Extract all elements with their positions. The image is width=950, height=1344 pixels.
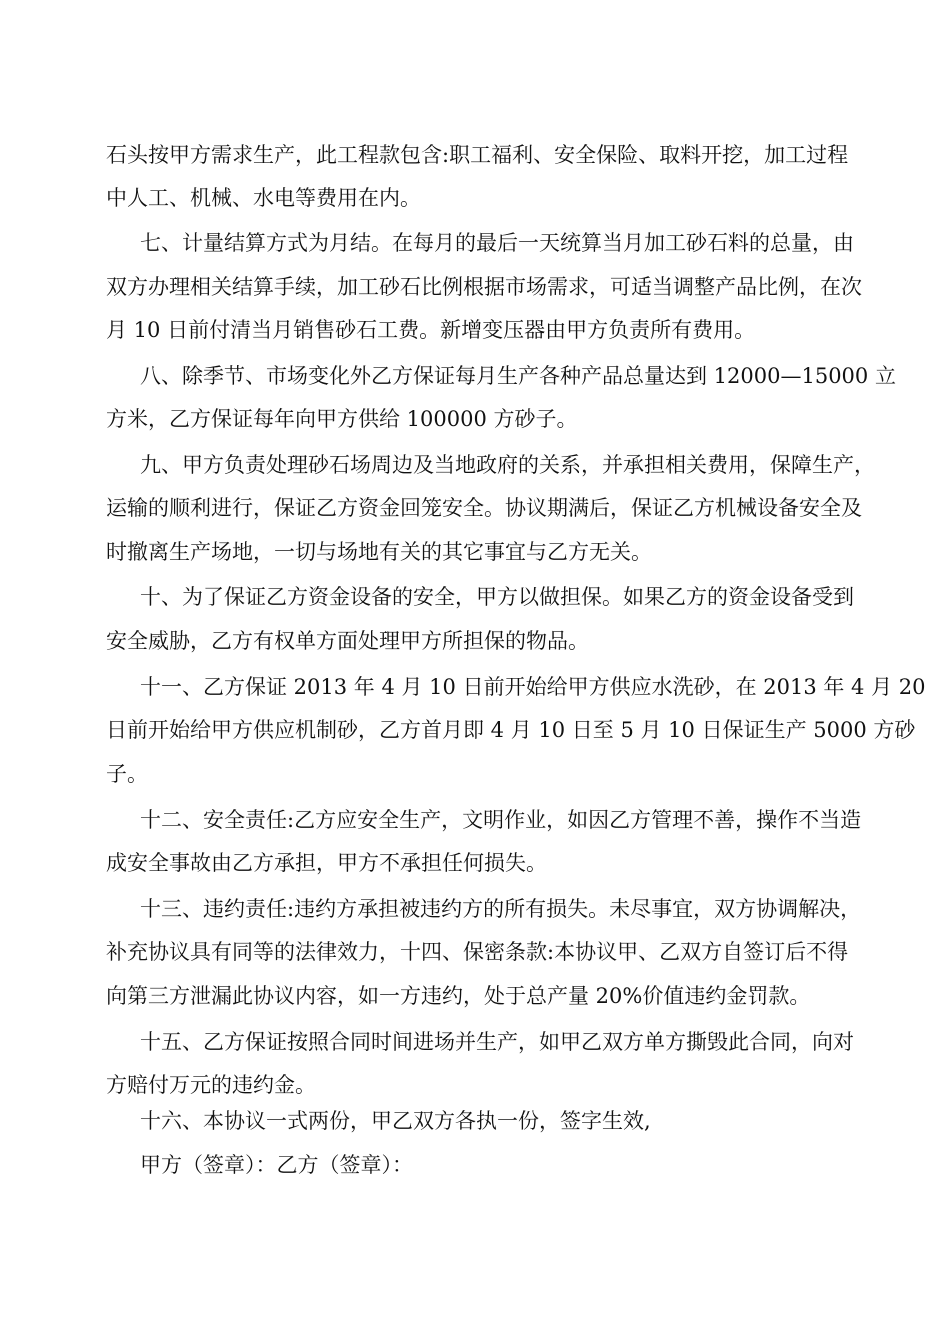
clause-11-line: 子。 xyxy=(106,762,148,786)
clause-10-line: 安全威胁，乙方有权单方面处理甲方所担保的物品。 xyxy=(106,629,589,653)
clause-13-line: 补充协议具有同等的法律效力，十四、保密条款:本协议甲、乙双方自签订后不得 xyxy=(106,940,849,964)
clause-7-line: 双方办理相关结算手续，加工砂石比例根据市场需求，可适当调整产品比例，在次 xyxy=(106,275,862,299)
clause-8-line: 方米，乙方保证每年向甲方供给 100000 方砂子。 xyxy=(106,407,578,431)
paragraph-line: 中人工、机械、水电等费用在内。 xyxy=(106,186,421,210)
clause-16-line: 十六、本协议一式两份，甲乙双方各执一份，签字生效, xyxy=(140,1109,651,1133)
clause-15-line: 方赔付万元的违约金。 xyxy=(106,1073,316,1097)
clause-11-line: 日前开始给甲方供应机制砂，乙方首月即 4 月 10 日至 5 月 10 日保证生产 5000 方砂 xyxy=(106,718,916,742)
clause-12-line: 十二、安全责任:乙方应安全生产，文明作业，如因乙方管理不善，操作不当造 xyxy=(140,808,862,832)
clause-9-line: 九、甲方负责处理砂石场周边及当地政府的关系，并承担相关费用，保障生产， xyxy=(140,453,875,477)
clause-9-line: 时撤离生产场地，一切与场地有关的其它事宜与乙方无关。 xyxy=(106,540,652,564)
clause-9-line: 运输的顺利进行，保证乙方资金回笼安全。协议期满后，保证乙方机械设备安全及 xyxy=(106,496,862,520)
clause-10-line: 十、为了保证乙方资金设备的安全，甲方以做担保。如果乙方的资金设备受到 xyxy=(140,585,854,609)
clause-13-line: 向第三方泄漏此协议内容，如一方违约，处于总产量 20%价值违约金罚款。 xyxy=(106,984,811,1008)
clause-8-line: 八、除季节、市场变化外乙方保证每月生产各种产品总量达到 12000—15000 立 xyxy=(140,364,896,388)
clause-7-line: 七、计量结算方式为月结。在每月的最后一天统算当月加工砂石料的总量，由 xyxy=(140,231,854,255)
clause-7-line: 月 10 日前付清当月销售砂石工费。新增变压器由甲方负责所有费用。 xyxy=(106,318,756,342)
paragraph-line: 石头按甲方需求生产，此工程款包含:职工福利、安全保险、取料开挖，加工过程 xyxy=(106,143,849,167)
clause-13-line: 十三、违约责任:违约方承担被违约方的所有损失。未尽事宜，双方协调解决， xyxy=(140,897,862,921)
clause-12-line: 成安全事故由乙方承担，甲方不承担任何损失。 xyxy=(106,851,547,875)
signature-line: 甲方（签章）：乙方（签章）： xyxy=(140,1153,413,1177)
clause-15-line: 十五、乙方保证按照合同时间进场并生产，如甲乙双方单方撕毁此合同，向对 xyxy=(140,1030,854,1054)
clause-11-line: 十一、乙方保证 2013 年 4 月 10 日前开始给甲方供应水洗砂，在 2013 年 4 月 20 xyxy=(140,675,926,699)
